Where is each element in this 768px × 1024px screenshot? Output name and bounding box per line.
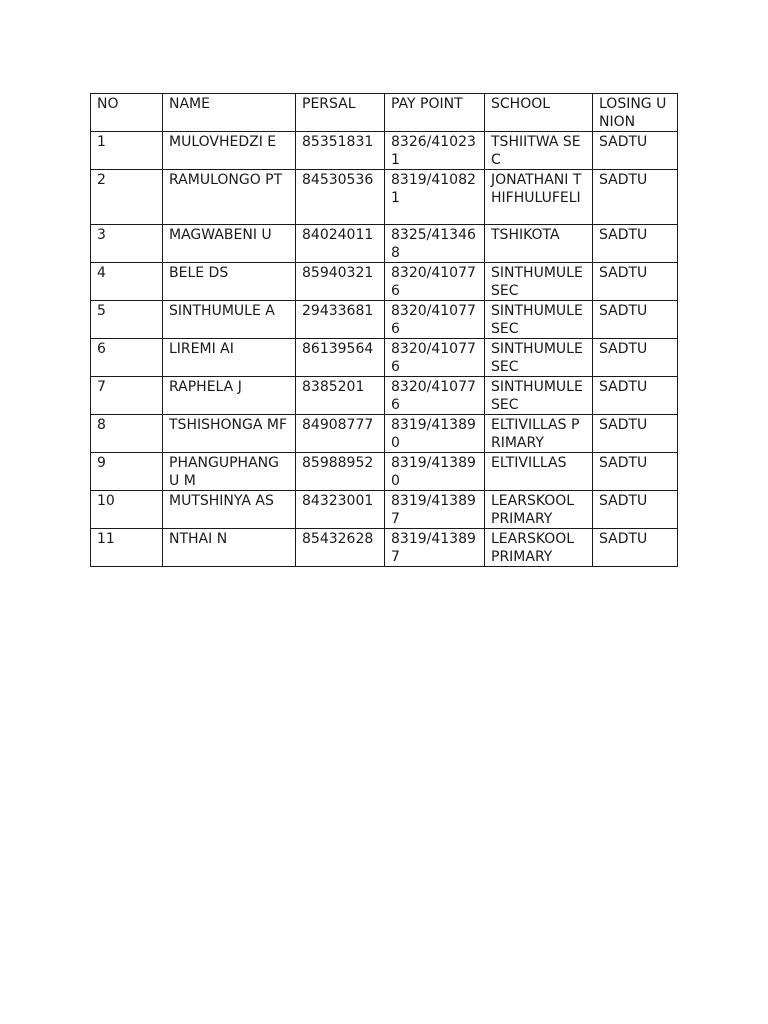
table-row: [91, 132, 678, 170]
table-row: [91, 301, 678, 339]
cell-name: BELE DS: [163, 263, 296, 301]
cell-school: SINTHUMULE SEC: [485, 263, 593, 301]
cell-persal: 84024011: [296, 225, 385, 263]
cell-persal: 8385201: [296, 377, 385, 415]
table-row: [91, 453, 678, 491]
cell-school: ELTIVILLAS: [485, 453, 593, 491]
cell-persal: 85940321: [296, 263, 385, 301]
header-no: NO: [91, 94, 163, 132]
cell-persal: 85432628: [296, 529, 385, 567]
cell-no: 2: [91, 170, 163, 225]
cell-school: TSHIITWA SEC: [485, 132, 593, 170]
cell-school: JONATHANI THIFHULUFELI: [485, 170, 593, 225]
cell-no: 10: [91, 491, 163, 529]
cell-pay-point: 8319/413890: [385, 453, 485, 491]
cell-no: 7: [91, 377, 163, 415]
cell-persal: 84530536: [296, 170, 385, 225]
cell-pay-point: 8320/410776: [385, 301, 485, 339]
cell-school: ELTIVILLAS PRIMARY: [485, 415, 593, 453]
cell-union: SADTU: [593, 415, 678, 453]
cell-union: SADTU: [593, 263, 678, 301]
cell-union: SADTU: [593, 301, 678, 339]
cell-pay-point: 8320/410776: [385, 377, 485, 415]
cell-union: SADTU: [593, 339, 678, 377]
cell-no: 3: [91, 225, 163, 263]
union-members-table: [90, 93, 678, 567]
cell-pay-point: 8326/410231: [385, 132, 485, 170]
header-pay-point: PAY POINT: [385, 94, 485, 132]
table-row: [91, 491, 678, 529]
cell-pay-point: 8325/413468: [385, 225, 485, 263]
cell-pay-point: 8319/413897: [385, 529, 485, 567]
cell-persal: 84323001: [296, 491, 385, 529]
cell-union: SADTU: [593, 491, 678, 529]
cell-name: NTHAI N: [163, 529, 296, 567]
cell-pay-point: 8319/410821: [385, 170, 485, 225]
cell-name: MAGWABENI U: [163, 225, 296, 263]
cell-school: SINTHUMULE SEC: [485, 339, 593, 377]
cell-school: SINTHUMULE SEC: [485, 377, 593, 415]
cell-no: 6: [91, 339, 163, 377]
table-row: [91, 170, 678, 225]
cell-pay-point: 8320/410776: [385, 263, 485, 301]
cell-persal: 86139564: [296, 339, 385, 377]
cell-name: RAPHELA J: [163, 377, 296, 415]
table-row: [91, 529, 678, 567]
header-persal: PERSAL: [296, 94, 385, 132]
cell-persal: 84908777: [296, 415, 385, 453]
cell-name: MUTSHINYA AS: [163, 491, 296, 529]
cell-no: 4: [91, 263, 163, 301]
cell-name: MULOVHEDZI E: [163, 132, 296, 170]
cell-school: SINTHUMULE SEC: [485, 301, 593, 339]
cell-school: TSHIKOTA: [485, 225, 593, 263]
table-row: [91, 415, 678, 453]
cell-name: RAMULONGO PT: [163, 170, 296, 225]
cell-name: TSHISHONGA MF: [163, 415, 296, 453]
cell-no: 9: [91, 453, 163, 491]
cell-name: SINTHUMULE A: [163, 301, 296, 339]
cell-no: 1: [91, 132, 163, 170]
cell-pay-point: 8319/413890: [385, 415, 485, 453]
header-school: SCHOOL: [485, 94, 593, 132]
cell-school: LEARSKOOL PRIMARY: [485, 529, 593, 567]
table-row: [91, 339, 678, 377]
cell-pay-point: 8320/410776: [385, 339, 485, 377]
cell-no: 8: [91, 415, 163, 453]
cell-pay-point: 8319/413897: [385, 491, 485, 529]
cell-union: SADTU: [593, 453, 678, 491]
cell-union: SADTU: [593, 377, 678, 415]
cell-no: 11: [91, 529, 163, 567]
header-name: NAME: [163, 94, 296, 132]
cell-school: LEARSKOOL PRIMARY: [485, 491, 593, 529]
cell-persal: 29433681: [296, 301, 385, 339]
cell-name: LIREMI AI: [163, 339, 296, 377]
cell-union: SADTU: [593, 529, 678, 567]
header-losing-union: LOSING UNION: [593, 94, 678, 132]
cell-union: SADTU: [593, 132, 678, 170]
table-row: [91, 225, 678, 263]
cell-persal: 85351831: [296, 132, 385, 170]
cell-union: SADTU: [593, 225, 678, 263]
table-row: [91, 263, 678, 301]
cell-union: SADTU: [593, 170, 678, 225]
table-row: [91, 377, 678, 415]
cell-persal: 85988952: [296, 453, 385, 491]
cell-no: 5: [91, 301, 163, 339]
table-header-row: [91, 94, 678, 132]
cell-name: PHANGUPHANGU M: [163, 453, 296, 491]
